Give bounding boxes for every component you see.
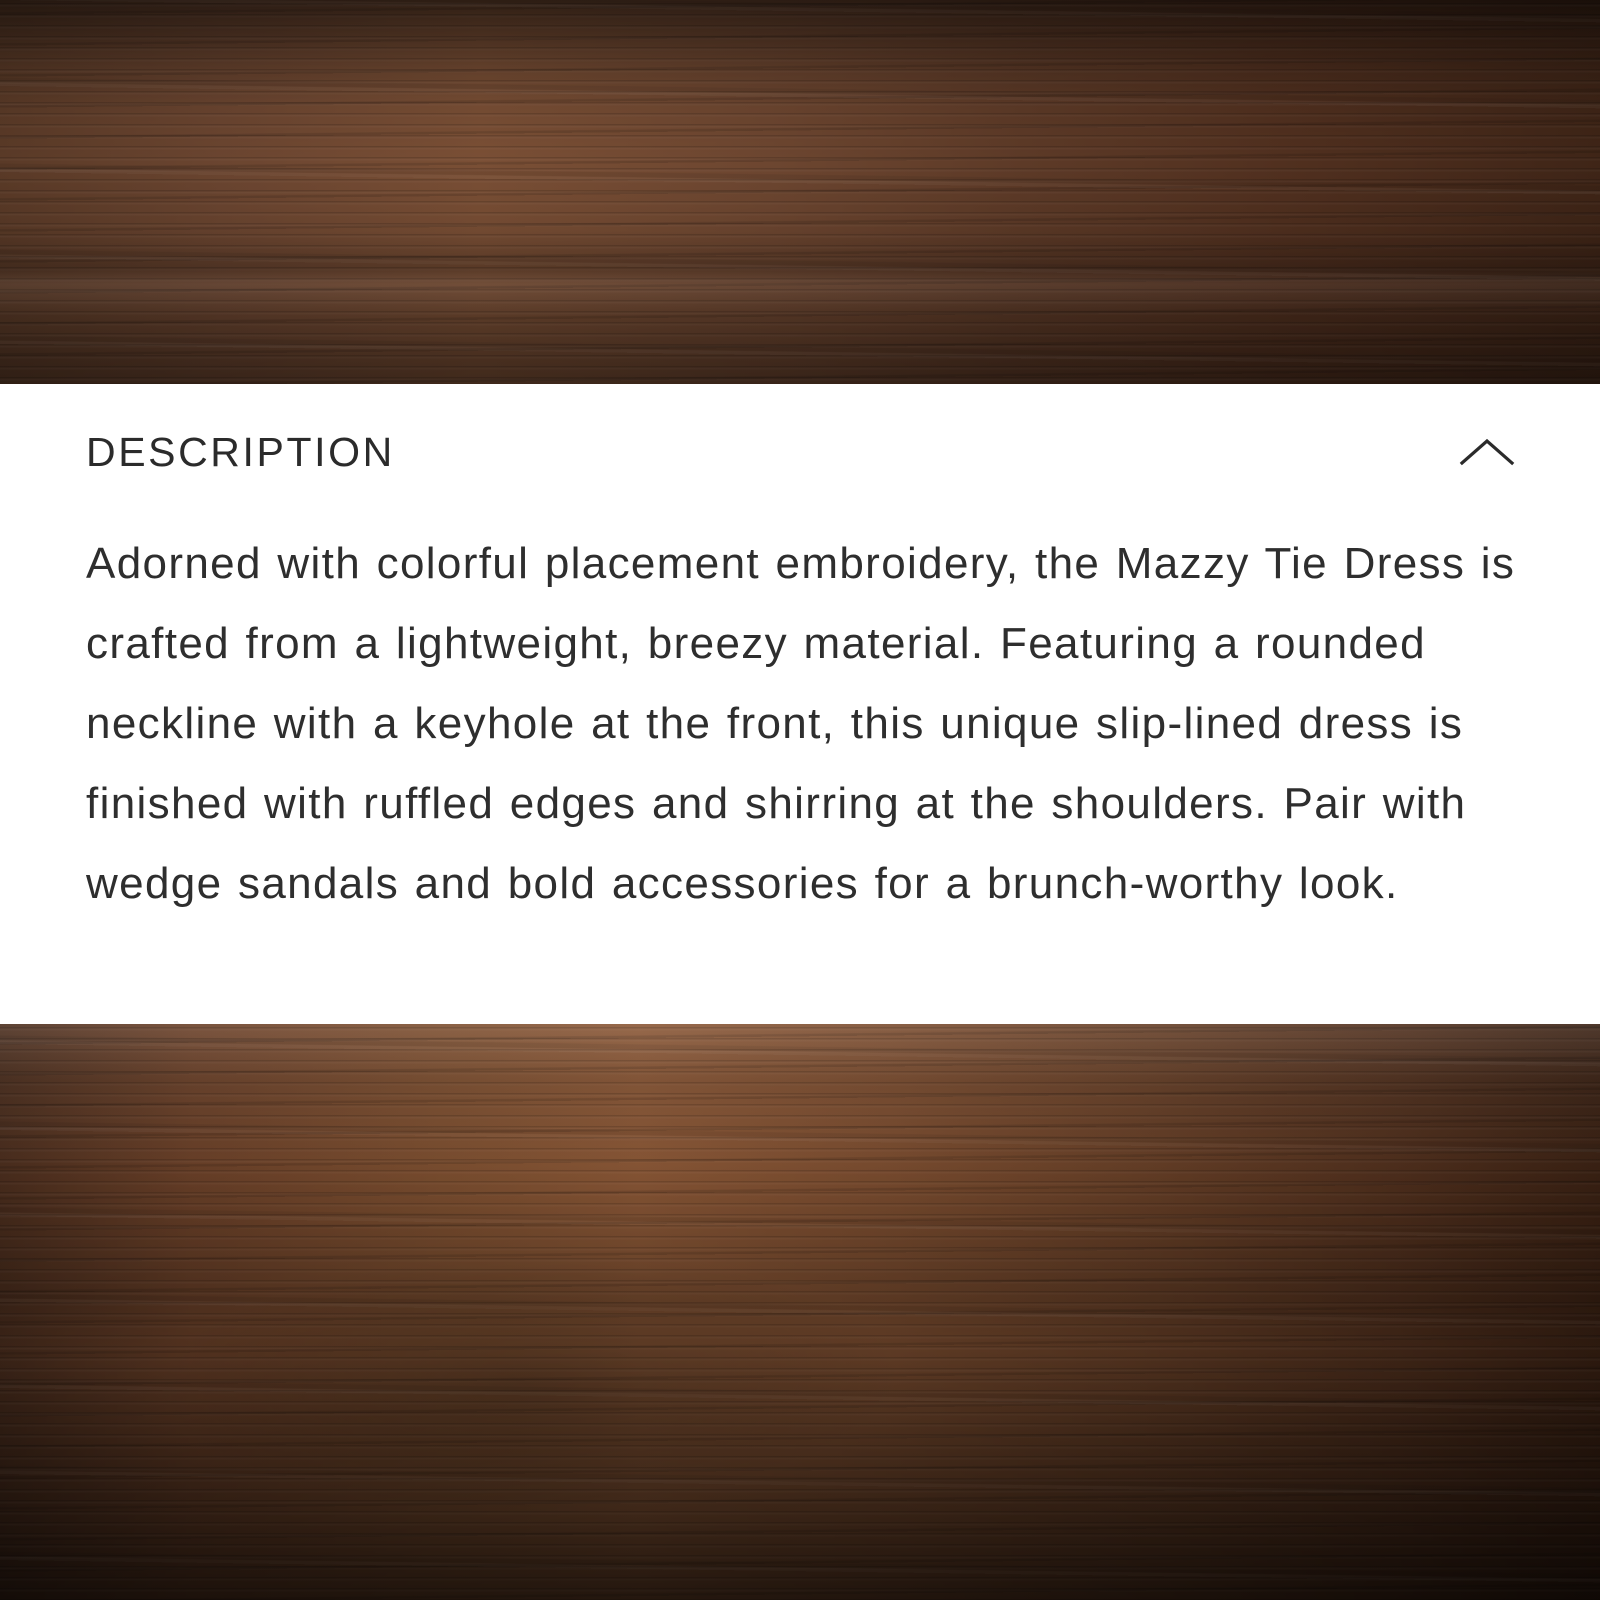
background-image-bottom bbox=[0, 1024, 1600, 1600]
description-body bbox=[86, 524, 1516, 924]
description-text: Adorned with colorful placement embroidery, the Mazzy Tie Dress is crafted from a lightweight, breezy material. Featuring a rounded neckline with a keyhole at the front, this unique slip-lined dress is finished with ruffled edges and shirring at the shoulders. Pair with wedge sandals and bold accessories for a brunch-worthy look. bbox=[86, 539, 1516, 909]
chevron-up-icon[interactable] bbox=[1458, 430, 1516, 474]
wood-shading-top bbox=[0, 0, 1600, 384]
background-image-top bbox=[0, 0, 1600, 384]
description-accordion-header[interactable] bbox=[86, 420, 1516, 480]
description-accordion-inner bbox=[0, 384, 1600, 1024]
description-accordion[interactable] bbox=[0, 384, 1600, 1024]
description-title: DESCRIPTION bbox=[86, 428, 395, 475]
wood-shading-bottom bbox=[0, 1024, 1600, 1600]
